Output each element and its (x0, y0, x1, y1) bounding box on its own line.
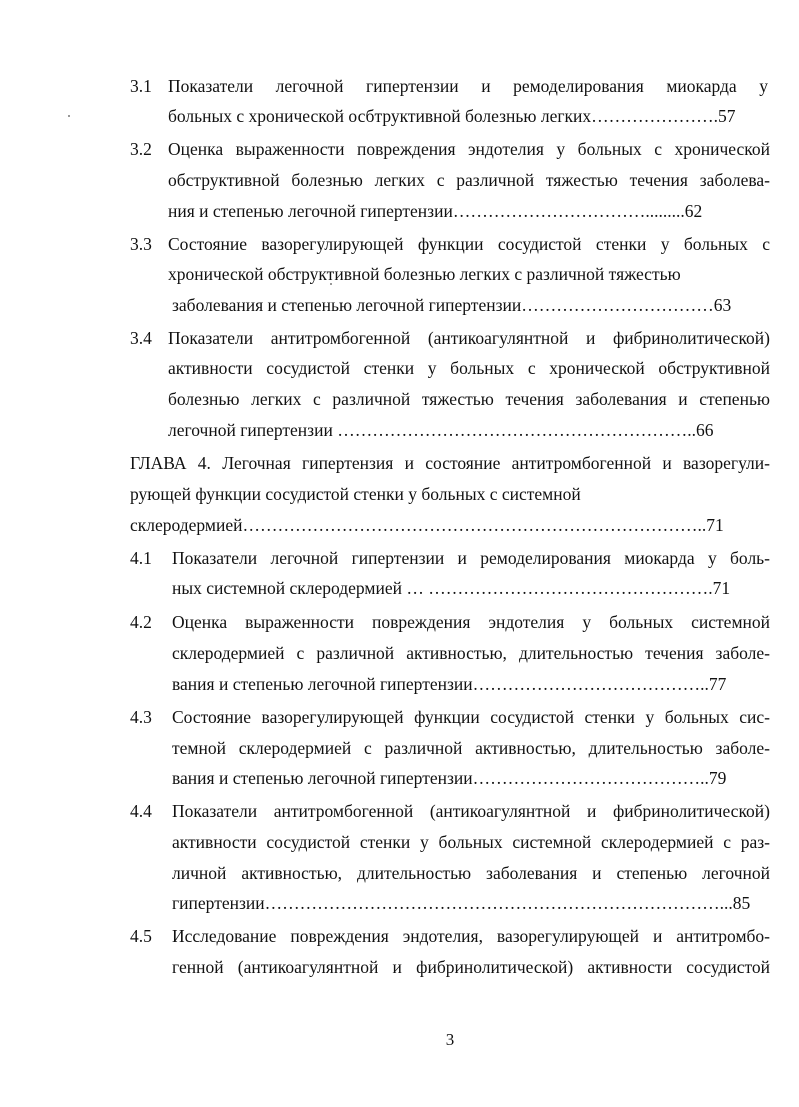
toc-entry-3-4-line4: легочной гипертензии ……………………………………………………..66 (168, 420, 714, 440)
scan-speck (68, 115, 70, 117)
toc-entry-3-3-line1: Состояние вазорегулирующей функции сосудистой стенки у больных с (168, 234, 770, 254)
toc-number-4-3: 4.3 (130, 707, 152, 727)
page-number: 3 (445, 1030, 455, 1049)
toc-number-4-1: 4.1 (130, 548, 152, 568)
toc-entry-4-3-line3: вания и степенью легочной гипертензии…………………………………..79 (172, 768, 727, 788)
toc-number-4-2: 4.2 (130, 612, 152, 632)
toc-entry-4-1-line1: Показатели легочной гипертензии и ремоделирования миокарда у боль- (172, 548, 770, 568)
toc-entry-3-4-line1: Показатели антитромбогенной (антикоагулянтной и фибринолитической) (168, 328, 770, 348)
toc-number-3-1: 3.1 (130, 76, 152, 96)
toc-entry-3-3-line2: хронической обструктивной болезнью легких с различной тяжестью (168, 264, 681, 284)
toc-entry-3-3-line3: заболевания и степенью легочной гипертензии……………………………63 (172, 295, 732, 315)
toc-entry-4-2-line1: Оценка выраженности повреждения эндотелия у больных системной (172, 612, 770, 632)
toc-number-4-4: 4.4 (130, 801, 152, 821)
toc-entry-4-1-line2: ных системной склеродермией … ………………………………………….71 (172, 578, 731, 598)
toc-number-3-2: 3.2 (130, 139, 152, 159)
toc-entry-4-5-line2: генной (антикоагулянтной и фибринолитической) активности сосудистой (172, 957, 770, 977)
toc-entry-4-4-line1: Показатели антитромбогенной (антикоагулянтной и фибринолитической) (172, 801, 770, 821)
toc-entry-4-4-line3: личной активностью, длительностью заболевания и степенью легочной (172, 863, 770, 883)
toc-number-4-5: 4.5 (130, 926, 152, 946)
toc-entry-4-2-line2: склеродермией с различной активностью, длительностью течения заболе- (172, 643, 770, 663)
toc-entry-4-3-line1: Состояние вазорегулирующей функции сосудистой стенки у больных сис- (172, 707, 770, 727)
toc-chapter-4-line2: рующей функции сосудистой стенки у больных с системной (130, 484, 581, 504)
toc-number-3-4: 3.4 (130, 328, 152, 348)
toc-entry-3-1-line2: больных с хронической осбтруктивной болезнью легких………………….57 (168, 106, 736, 126)
toc-entry-3-2-line2: обструктивной болезнью легких с различной тяжестью течения заболева- (168, 170, 770, 190)
toc-entry-4-3-line2: темной склеродермией с различной активностью, длительностью заболе- (172, 738, 770, 758)
toc-entry-3-4-line2: активности сосудистой стенки у больных с хронической обструктивной (168, 358, 770, 378)
toc-chapter-4-line1: ГЛАВА 4. Легочная гипертензия и состояние антитромбогенной и вазорегули- (130, 453, 770, 473)
toc-entry-3-2-line3: ния и степенью легочной гипертензии…………………………….........62 (168, 201, 703, 221)
toc-chapter-4-line3: склеродермией……………………………………………………………………..71 (130, 515, 724, 535)
toc-entry-3-4-line3: болезнью легких с различной тяжестью течения заболевания и степенью (168, 389, 770, 409)
toc-entry-3-1-line1: Показатели легочной гипертензии и ремоделирования миокарда у (168, 76, 768, 96)
toc-entry-3-2-line1: Оценка выраженности повреждения эндотелия у больных с хронической (168, 139, 770, 159)
toc-number-3-3: 3.3 (130, 234, 152, 254)
toc-entry-4-2-line3: вания и степенью легочной гипертензии…………………………………..77 (172, 674, 727, 694)
toc-entry-4-5-line1: Исследование повреждения эндотелия, вазорегулирующей и антитромбо- (172, 926, 770, 946)
toc-entry-4-4-line2: активности сосудистой стенки у больных системной склеродермией с раз- (172, 832, 770, 852)
toc-entry-4-4-line4: гипертензии……………………………………………………………………...85 (172, 893, 751, 913)
